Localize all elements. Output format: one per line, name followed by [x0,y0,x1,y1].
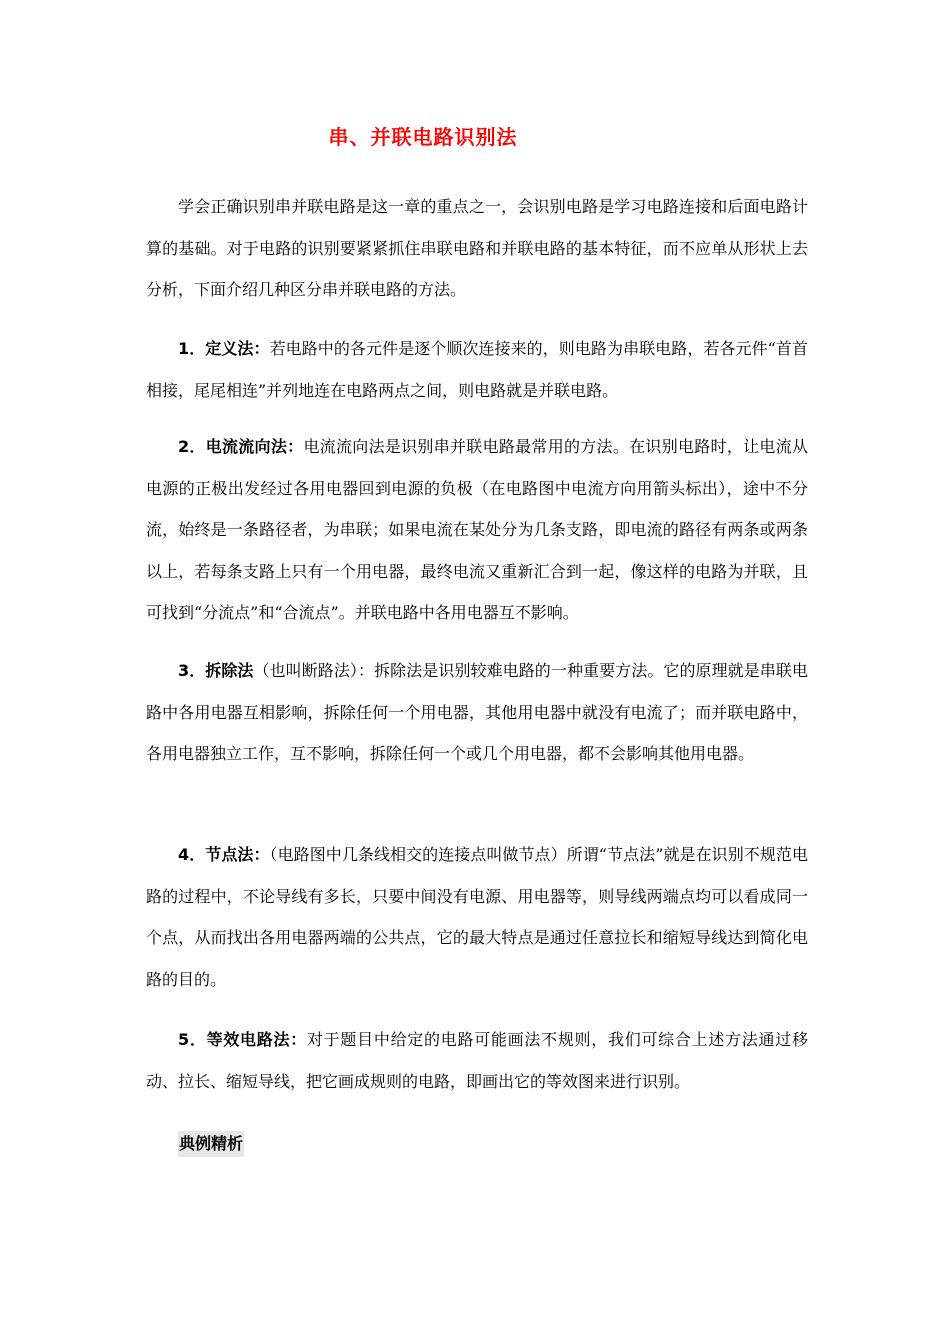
method-number: 4． [178,845,206,864]
method-definition-paragraph [146,328,808,411]
method-text: 若电路中的各元件是逐个顺次连接来的，则电路为串联电路，若各元件“首首相接，尾尾相连”并列地连在电路两点之间，则电路就是并联电路。 [146,339,808,400]
page-title: 串、并联电路识别法 [328,125,518,149]
method-text: 对于题目中给定的电路可能画法不规则，我们可综合上述方法通过移动、拉长、缩短导线，把它画成规则的电路，即画出它的等效图来进行识别。 [146,1030,808,1091]
method-removal-paragraph [146,650,808,775]
method-colon: ： [253,339,270,358]
method-number: 3． [178,661,206,680]
method-text: 电流流向法是识别串并联电路最常用的方法。在识别电路时，让电流从电源的正极出发经过各用电器回到电源的负极（在电路图中电流方向用箭头标出），途中不分流，始终是一条路径者，为串联；如果电流在某处分为几条支路，即电流的路径有两条或两条以上，若每条支路上只有一个用电器，最终电流又重新汇合到一起，像这样的电路为并联，且可找到“分流点”和“合流点”。并联电路中各用电器互不影响。 [146,437,808,622]
method-number: 2． [178,437,206,456]
method-term: 拆除法 [205,661,254,680]
method-text: （电路图中几条线相交的连接点叫做节点）所谓“节点法”就是在识别不规范电路的过程中，不论导线有多长，只要中间没有电源、用电器等，则导线两端点均可以看成同一个点，从而找出各用电器两端的公共点，它的最大特点是通过任意拉长和缩短导线达到简化电路的目的。 [146,845,808,989]
method-colon: ： [253,845,270,864]
section-heading-examples: 典例精析 [178,1131,244,1157]
method-text: （也叫断路法）：拆除法是识别较难电路的一种重要方法。它的原理就是串联电路中各用电器互相影响，拆除任何一个用电器，其他用电器中就没有电流了；而并联电路中，各用电器独立工作，互不影响，拆除任何一个或几个用电器，都不会影响其他用电器。 [146,661,808,763]
method-term: 定义法 [205,339,254,358]
method-current-flow-paragraph [146,426,808,634]
method-colon: ： [287,437,304,456]
method-colon: ： [290,1030,307,1049]
method-term: 节点法 [205,845,254,864]
method-equivalent-circuit-paragraph [146,1019,808,1102]
method-number: 1． [178,339,206,358]
method-node-paragraph [146,834,808,1000]
method-term: 电流流向法 [205,437,288,456]
intro-paragraph: 学会正确识别串并联电路是这一章的重点之一，会识别电路是学习电路连接和后面电路计算的基础。对于电路的识别要紧紧抓住串联电路和并联电路的基本特征，而不应单从形状上去分析，下面介绍几种区分串并联电路的方法。 [146,197,808,299]
method-term: 等效电路法 [206,1030,291,1049]
method-number: 5． [178,1030,207,1049]
